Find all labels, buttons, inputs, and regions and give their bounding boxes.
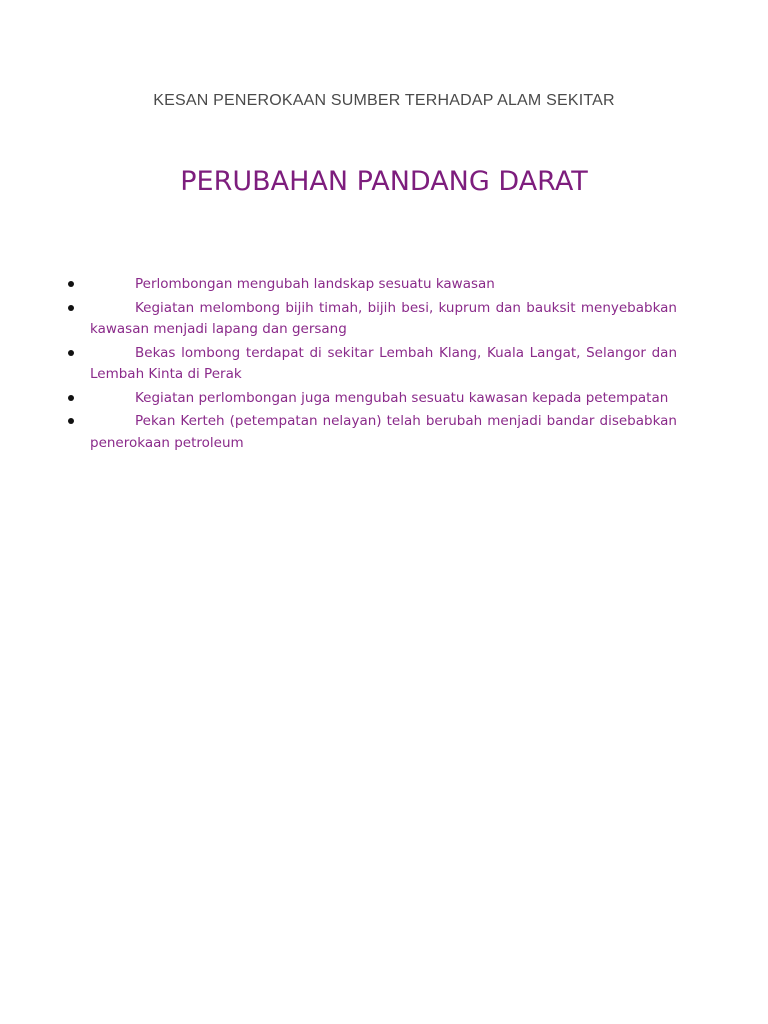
bullet-icon bbox=[68, 395, 74, 401]
list-item bbox=[68, 343, 677, 386]
list-item-text: Bekas lombong terdapat di sekitar Lembah Klang, Kuala Langat, Selangor dan Lembah Kinta di Perak bbox=[90, 344, 677, 382]
list-item-text: Perlombongan mengubah landskap sesuatu kawasan bbox=[135, 276, 495, 292]
list-item-text: Kegiatan perlombongan juga mengubah sesuatu kawasan kepada petempatan bbox=[135, 389, 669, 406]
document-kicker: KESAN PENEROKAAN SUMBER TERHADAP ALAM SEKITAR bbox=[153, 92, 615, 109]
bullet-icon bbox=[68, 350, 74, 356]
bullet-list bbox=[68, 274, 677, 456]
list-item-text: Pekan Kerteh (petempatan nelayan) telah berubah menjadi bandar disebabkan penerokaan petroleum bbox=[90, 413, 677, 451]
bullet-icon bbox=[68, 418, 74, 424]
list-item bbox=[68, 274, 677, 296]
bullet-icon bbox=[68, 305, 74, 311]
list-item bbox=[68, 388, 677, 410]
list-item-text: Kegiatan melombong bijih timah, bijih besi, kuprum dan bauksit menyebabkan kawasan menjadi lapang dan gersang bbox=[90, 299, 677, 337]
bullet-icon bbox=[68, 281, 74, 287]
list-item bbox=[68, 411, 677, 454]
list-item bbox=[68, 298, 677, 341]
page-title: PERUBAHAN PANDANG DARAT bbox=[180, 166, 588, 197]
